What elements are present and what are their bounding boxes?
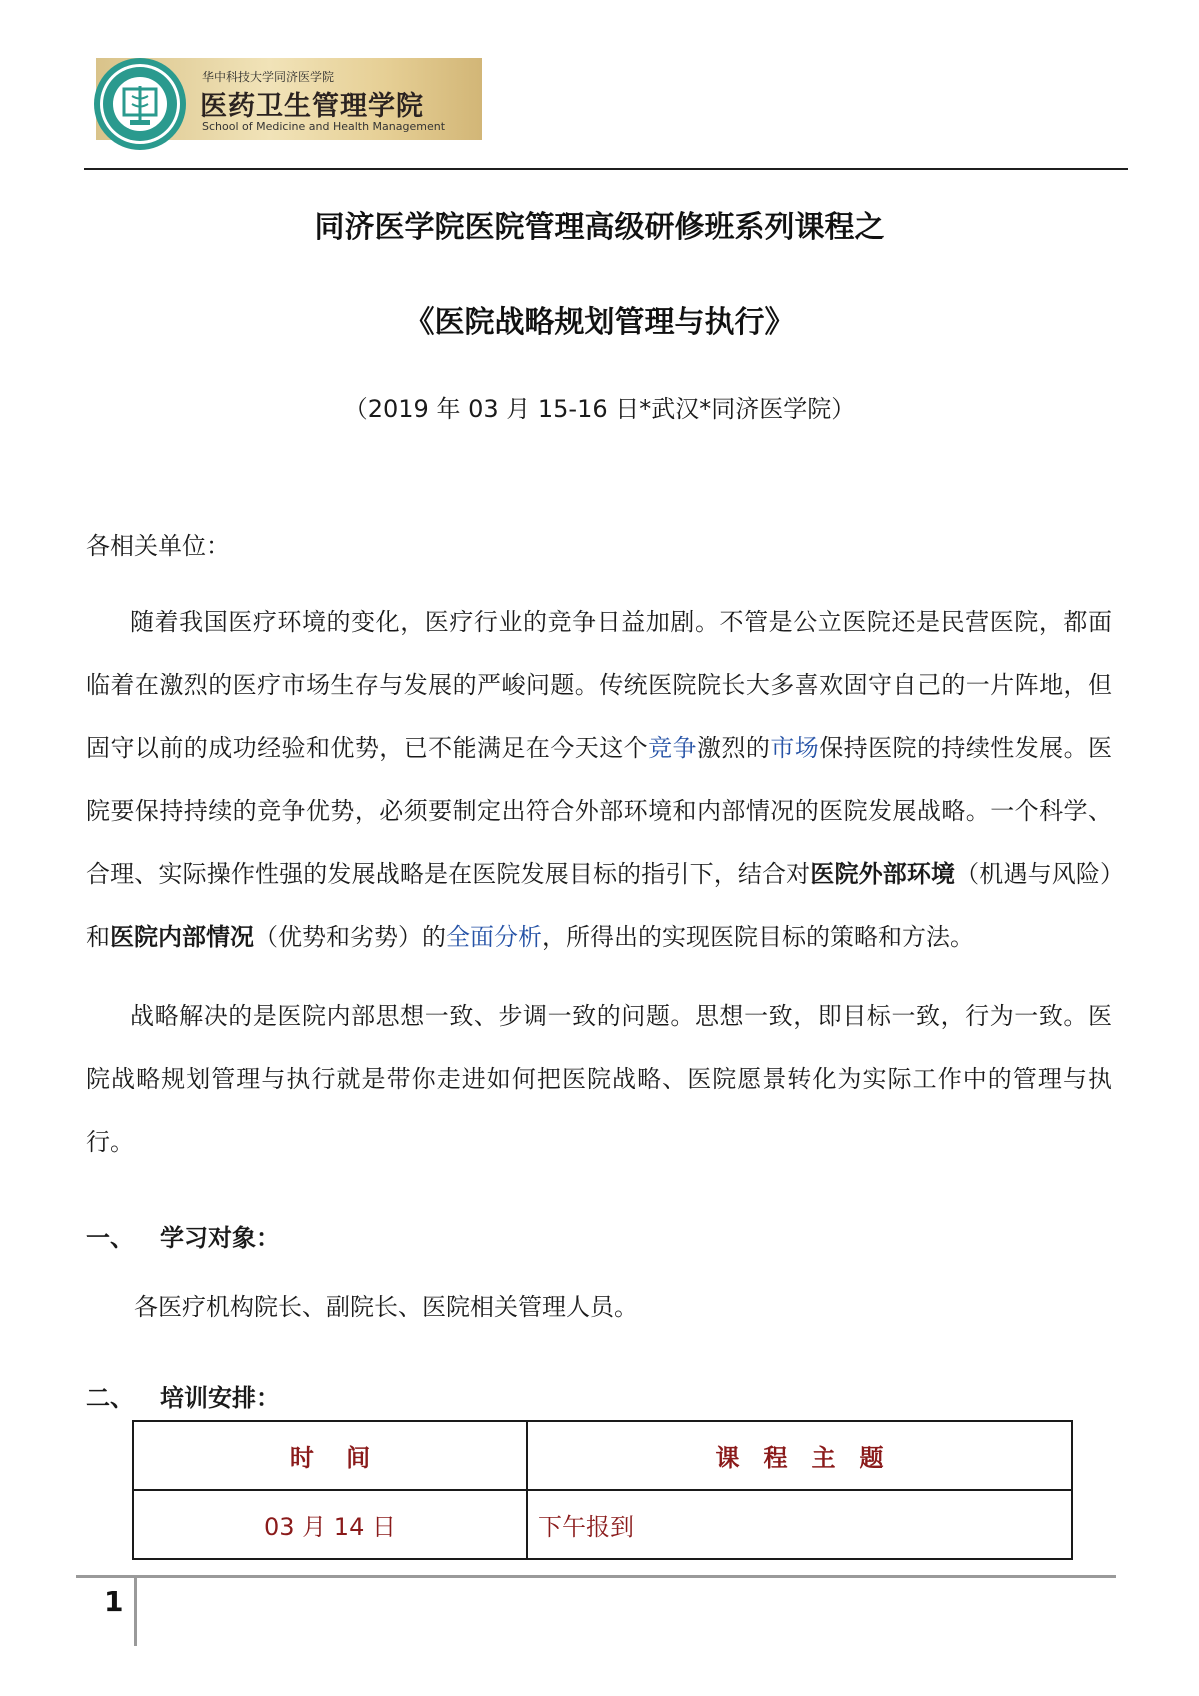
row-date: 03 月 14 日 [133,1490,527,1559]
logo-school-name: 医药卫生管理学院 [200,91,424,122]
section1-title: 学习对象： [160,1224,280,1252]
header-topic: 课 程 主 题 [527,1421,1072,1490]
table-row [133,1490,1072,1559]
footer-vertical-bar [134,1578,137,1646]
emphasis-internal-situation: 医院内部情况 [110,923,254,951]
section2-title: 培训安排： [160,1384,280,1412]
header-divider [84,168,1128,170]
logo-school-name-en: School of Medicine and Health Management [202,120,446,133]
event-date-location: （2019 年 03 月 15-16 日*武汉*同济医学院） [343,395,856,423]
section1-body: 各医疗机构院长、副院长、医院相关管理人员。 [134,1293,638,1321]
row-topic: 下午报到 [527,1490,1072,1559]
table-header-row [133,1421,1072,1490]
footer-divider [76,1575,1116,1578]
link-competition[interactable]: 竞争 [648,734,697,762]
section1-number: 一、 [86,1224,134,1252]
emphasis-external-environment: 医院外部环境 [810,860,956,888]
section2-number: 二、 [86,1384,134,1412]
salutation: 各相关单位： [86,532,230,560]
school-seal-icon [92,56,188,152]
header-time: 时 间 [133,1421,527,1490]
link-market[interactable]: 市场 [770,734,820,762]
intro-paragraph: 随着我国医疗环境的变化，医疗行业的竞争日益加剧。不管是公立医院还是民营医院，都面临着在激烈的医疗市场生存与发展的严峻问题。传统医院院长大多喜欢固守自己的一片阵地，但固守以前的成功经验和优势，已不能满足在今天这个竞争激烈的市场保持医院的持续性发展。医院要保持持续的竞争优势，必须要制定出符合外部环境和内部情况的医院发展战略。一个科学、合理、实际操作性强的发展战略是在医院发展目标的指引下，结合对医院外部环境（机遇与风险）和医院内部情况（优势和劣势）的全面分析，所得出的实现医院目标的策略和方法。 [86,608,1113,951]
logo-university-name: 华中科技大学同济医学院 [202,70,335,84]
schedule-table [132,1420,1073,1560]
page-number: 1 [104,1585,124,1618]
course-title: 《医院战略规划管理与执行》 [404,305,795,340]
strategy-paragraph: 战略解决的是医院内部思想一致、步调一致的问题。思想一致，即目标一致，行为一致。医院战略规划管理与执行就是带你走进如何把医院战略、医院愿景转化为实际工作中的管理与执行。 [86,1002,1112,1156]
school-logo [92,56,484,152]
document-title: 同济医学院医院管理高级研修班系列课程之 [314,210,885,245]
link-comprehensive-analysis[interactable]: 全面分析 [446,923,542,951]
